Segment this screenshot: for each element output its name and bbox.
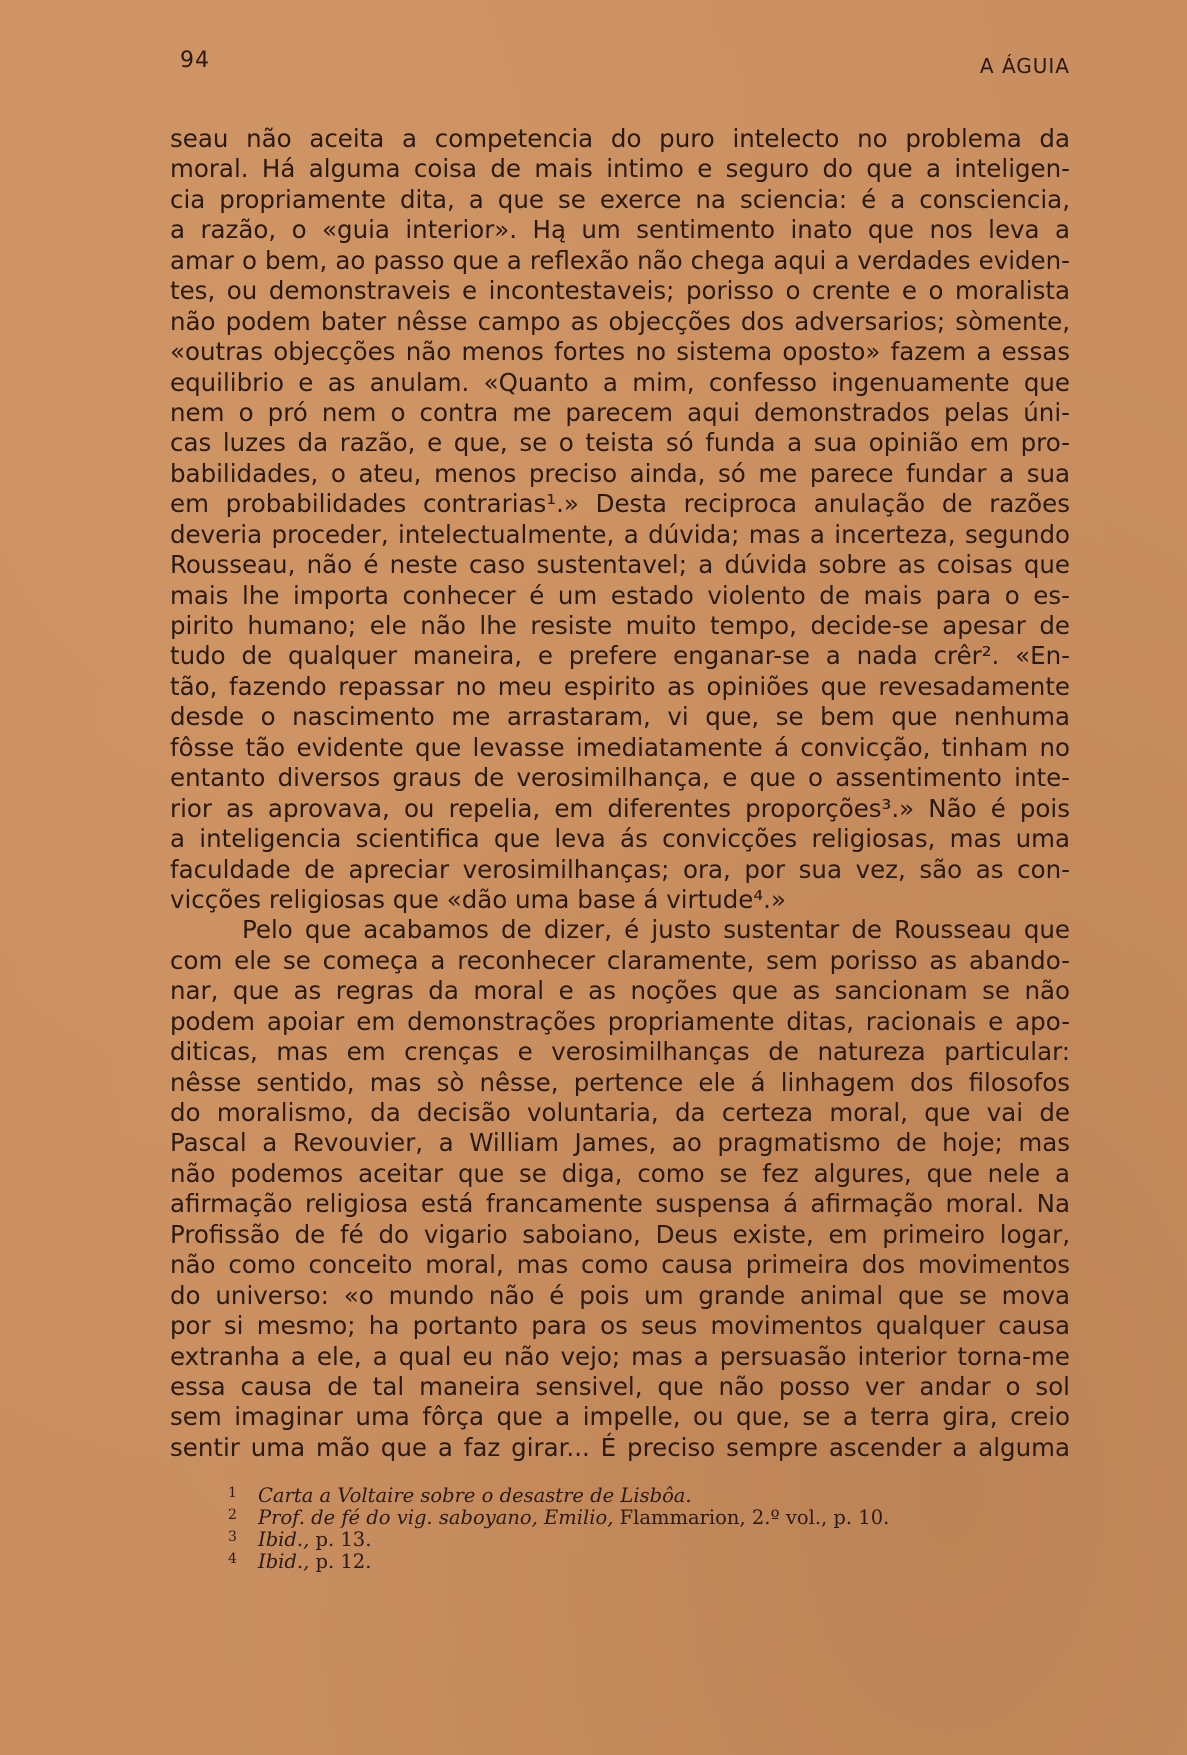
body-text (170, 124, 1070, 1463)
footnote-number: 2 (228, 1507, 237, 1523)
text-line: essa causa de tal maneira sensivel, que não posso ver andar o sol (170, 1371, 1070, 1401)
text-line: mais lhe importa conhecer é um estado violento de mais para o es- (170, 580, 1070, 610)
text-line: tão, fazendo repassar no meu espirito as opiniões que revesadamente (170, 671, 1070, 701)
text-line: desde o nascimento me arrastaram, vi que, se bem que nenhuma (170, 702, 1070, 732)
text-line: pirito humano; ele não lhe resiste muito tempo, decide-se apesar de (170, 611, 1070, 640)
text-line: Rousseau, não é neste caso sustentavel; a dúvida sobre as coisas que (170, 550, 1070, 580)
text-line: por si mesmo; ha portanto para os seus movimentos qualquer causa (170, 1311, 1070, 1341)
text-line: vicções religiosas que «dão uma base á virtude⁴.» (170, 884, 786, 914)
footnote (228, 1548, 988, 1573)
text-line: seau não aceita a competencia do puro intelecto no problema da (170, 124, 1070, 153)
footnote-detail: p. 13. (309, 1528, 372, 1551)
text-line: diticas, mas em crenças e verosimilhanças de natureza particular: (170, 1037, 1070, 1067)
footnote-number: 4 (228, 1551, 237, 1567)
text-line: nêsse sentido, mas sò nêsse, pertence ele á linhagem dos filosofos (170, 1067, 1070, 1097)
text-line: não podemos aceitar que se diga, como se fez algures, que nele a (170, 1158, 1070, 1188)
text-line: Pelo que acabamos de dizer, é justo sustentar de Rousseau que (242, 915, 1070, 945)
text-line: fôsse tão evidente que levasse imediatamente á convicção, tinham no (170, 732, 1070, 762)
footnote-citation: Carta a Voltaire sobre o desastre de Lisbôa. (258, 1484, 692, 1507)
text-line: em probabilidades contrarias¹.» Desta reciproca anulação de razões (170, 489, 1070, 519)
text-line: sem imaginar uma fôrça que a impelle, ou que, se a terra gira, creio (170, 1402, 1070, 1432)
text-line: rior as aprovava, ou repelia, em diferentes proporções³.» Não é pois (170, 793, 1070, 823)
text-line: Profissão de fé do vigario saboiano, Deus existe, em primeiro logar, (170, 1219, 1070, 1249)
text-line: faculdade de apreciar verosimilhanças; ora, por sua vez, são as con- (170, 854, 1070, 884)
footnote-number: 3 (228, 1529, 237, 1545)
text-line: do universo: «o mundo não é pois um grande animal que se mova (170, 1280, 1070, 1310)
text-line: podem apoiar em demonstrações propriamente ditas, racionais e apo- (170, 1006, 1070, 1036)
text-line: não como conceito moral, mas como causa primeira dos movimentos (170, 1250, 1070, 1280)
text-line: nem o pró nem o contra me parecem aqui demonstrados pelas úni- (170, 397, 1070, 427)
text-line: entanto diversos graus de verosimilhança, e que o assentimento inte- (170, 763, 1070, 793)
text-line: «outras objecções não menos fortes no sistema oposto» fazem a essas (170, 337, 1070, 367)
footnote-citation: Ibid., (258, 1550, 310, 1573)
text-line: do moralismo, da decisão voluntaria, da certeza moral, que vai de (170, 1098, 1070, 1127)
text-line: cia propriamente dita, a que se exerce na sciencia: é a consciencia, (170, 184, 1070, 214)
text-line: Pascal a Revouvier, a William James, ao pragmatismo de hoje; mas (170, 1128, 1070, 1158)
text-line: extranha a ele, a qual eu não vejo; mas a persuasão interior torna-me (170, 1341, 1070, 1371)
text-line: babilidades, o ateu, menos preciso ainda, só me parece fundar a sua (170, 458, 1070, 488)
text-line: a inteligencia scientifica que leva ás convicções religiosas, mas uma (170, 824, 1070, 854)
text-line: com ele se começa a reconhecer claramente, sem porisso as abando- (170, 945, 1070, 975)
footnote-citation: Ibid., (258, 1528, 310, 1551)
text-line: cas luzes da razão, e que, se o teista só funda a sua opinião em pro- (170, 428, 1070, 458)
footnote-citation: Prof. de fé do vig. saboyano, Emilio, (258, 1506, 614, 1529)
text-line: a razão, o «guia interior». Hą um sentimento inato que nos leva a (170, 215, 1070, 245)
page-header (180, 40, 1070, 80)
text-line: tes, ou demonstraveis e incontestaveis; porisso o crente e o moralista (170, 276, 1070, 306)
text-line: nar, que as regras da moral e as noções que as sancionam se não (170, 976, 1070, 1006)
text-line: equilibrio e as anulam. «Quanto a mim, confesso ingenuamente que (170, 367, 1070, 397)
text-line: não podem bater nêsse campo as objecções dos adversarios; sòmente, (170, 306, 1070, 336)
footnote-number: 1 (228, 1485, 237, 1501)
text-line: amar o bem, ao passo que a reflexão não chega aqui a verdades eviden- (170, 245, 1070, 275)
page-number: 94 (180, 48, 210, 73)
footnote (228, 1504, 988, 1529)
text-line: afirmação religiosa está francamente suspensa á afirmação moral. Na (170, 1189, 1070, 1219)
footnote (228, 1526, 988, 1551)
text-line: tudo de qualquer maneira, e prefere enganar-se a nada crêr². «En- (170, 641, 1070, 671)
footnote (228, 1482, 988, 1507)
text-line: moral. Há alguma coisa de mais intimo e seguro do que a inteligen- (170, 154, 1070, 184)
footnote-detail: p. 12. (309, 1550, 372, 1573)
footnotes (228, 1482, 988, 1573)
text-line: deveria proceder, intelectualmente, a dúvida; mas a incerteza, segundo (170, 519, 1070, 549)
text-line: sentir uma mão que a faz girar... É preciso sempre ascender a alguma (170, 1432, 1070, 1462)
footnote-detail: Flammarion, 2.º vol., p. 10. (613, 1506, 890, 1529)
running-title: A ÁGUIA (979, 54, 1070, 78)
